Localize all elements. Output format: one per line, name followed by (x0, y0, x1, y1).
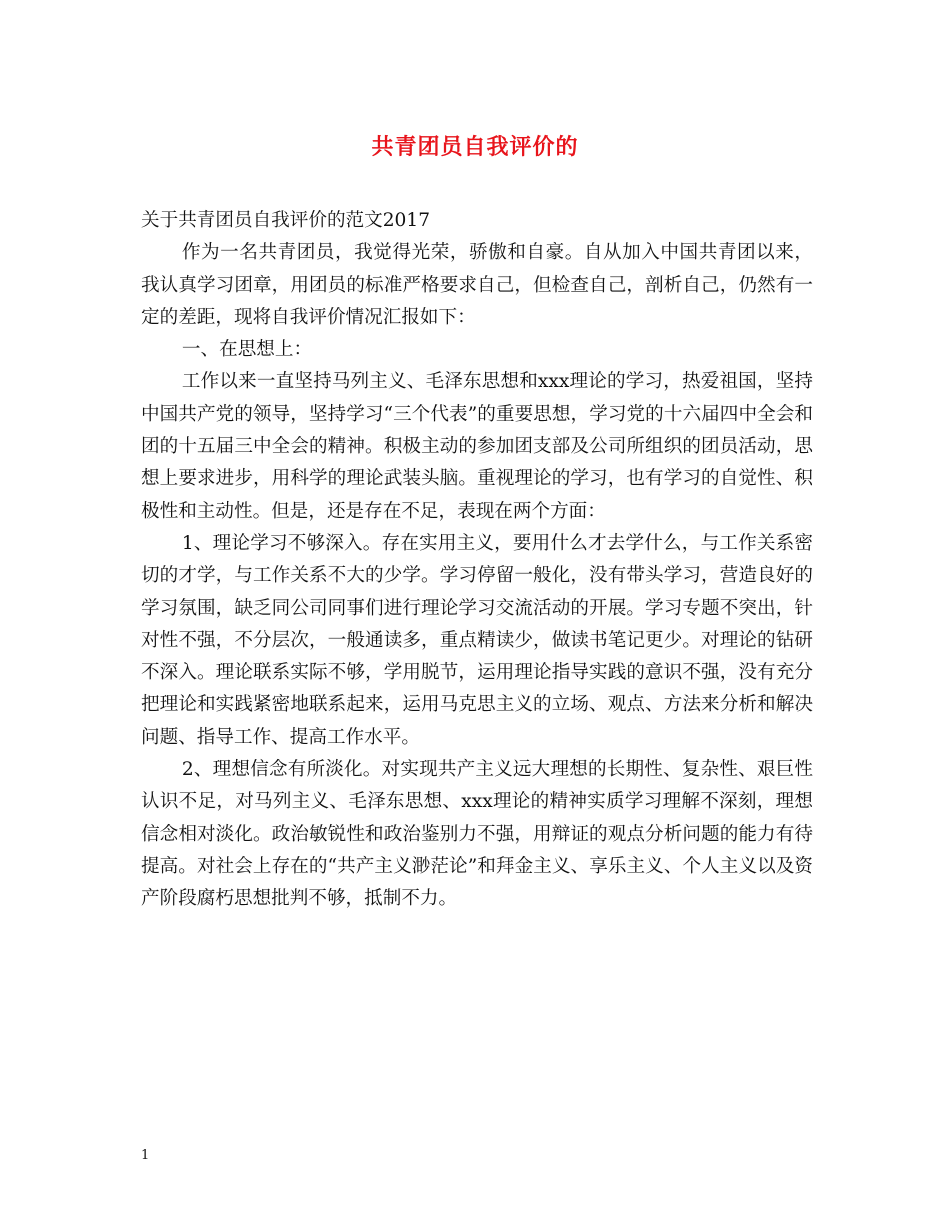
paragraph-intro: 作为一名共青团员，我觉得光荣，骄傲和自豪。自从加入中国共青团以来，我认真学习团章，用团员的标准严格要求自己，但检查自己，剖析自己，仍然有一定的差距，现将自我评价情况汇报如下： (141, 242, 813, 328)
paragraph-point-2: 2、理想信念有所淡化。对实现共产主义远大理想的长期性、复杂性、艰巨性认识不足，对马列主义、毛泽东思想、xxx理论的精神实质学习理解不深刻，理想信念相对淡化。政治敏锐性和政治鉴别力不强，用辩证的观点分析问题的能力有待提高。对社会上存在的“共产主义渺茫论”和拜金主义、享乐主义、个人主义以及资产阶段腐朽思想批判不够，抵制不力。 (141, 759, 813, 910)
paragraph-point-1: 1、理论学习不够深入。存在实用主义，要用什么才去学什么，与工作关系密切的才学，与工作关系不大的少学。学习停留一般化，没有带头学习，营造良好的学习氛围，缺乏同公司同事们进行理论学习交流活动的开展。学习专题不突出，针对性不强，不分层次，一般通读多，重点精读少，做读书笔记更少。对理论的钻研不深入。理论联系实际不够，学用脱节，运用理论指导实践的意识不强，没有充分把理论和实践紧密地联系起来，运用马克思主义的立场、观点、方法来分析和解决问题、指导工作、提高工作水平。 (141, 532, 813, 748)
document-title: 共青团员自我评价的 (371, 134, 579, 160)
document-subtitle: 关于共青团员自我评价的范文2017 (141, 210, 431, 231)
document-body (141, 205, 813, 916)
paragraph-thought: 工作以来一直坚持马列主义、毛泽东思想和xxx理论的学习，热爱祖国，坚持中国共产党的领导，坚持学习“三个代表”的重要思想，学习党的十六届四中全会和团的十五届三中全会的精神。积极主动的参加团支部及公司所组织的团员活动，思想上要求进步，用科学的理论武装头脑。重视理论的学习，也有学习的自觉性、积极性和主动性。但是，还是存在不足，表现在两个方面： (141, 371, 813, 522)
section-heading-thought: 一、在思想上： (181, 339, 313, 361)
page-number: 1 (141, 1148, 150, 1163)
